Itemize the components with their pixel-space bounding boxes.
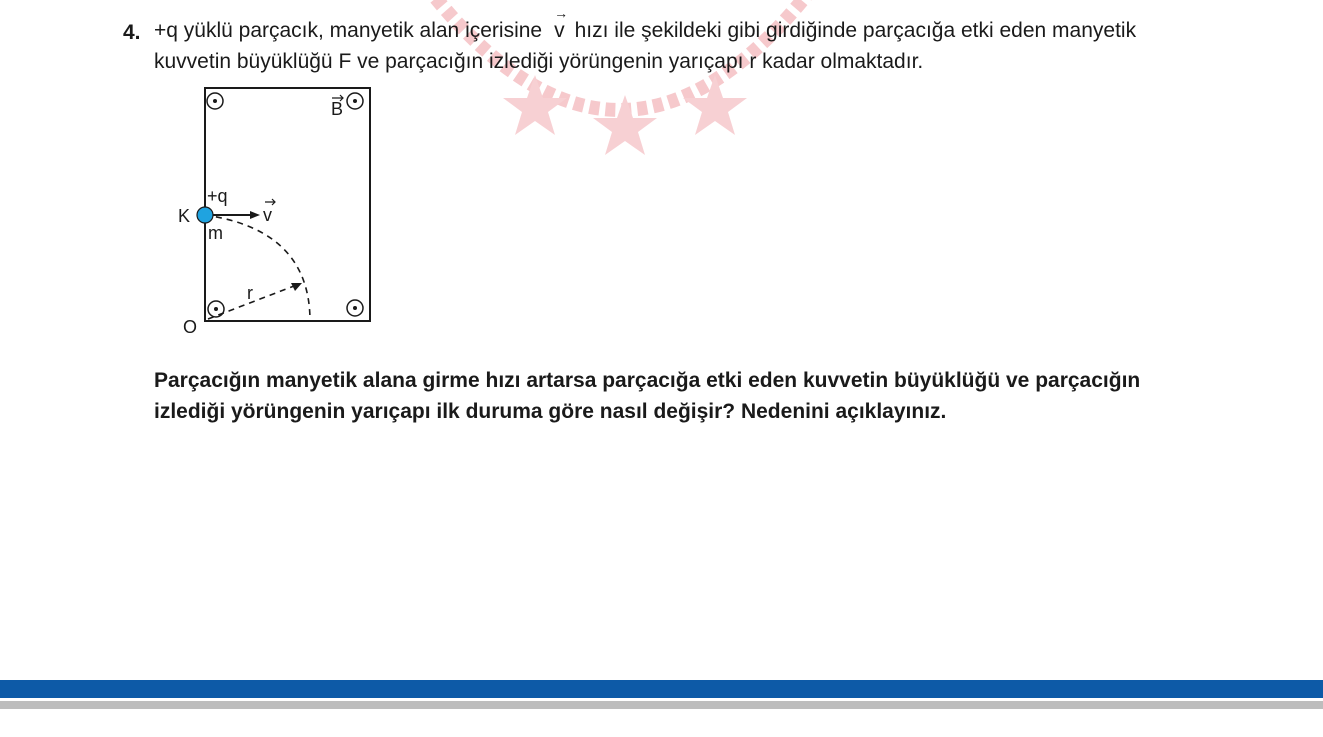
right-arrow-icon: [250, 211, 260, 219]
velocity-vector-symbol: [542, 5, 575, 46]
particle: [197, 207, 213, 223]
charge-label: +q: [207, 186, 228, 206]
point-o-label: O: [183, 317, 198, 337]
velocity-label: v: [263, 205, 272, 225]
question-line-1-end: hızı ile şekildeki gibi girdiğinde parçacığa etki eden manyetik: [574, 19, 1137, 42]
question-prompt: [154, 365, 1284, 427]
vector-arrow-icon: →: [554, 5, 569, 21]
velocity-vector-letter: v: [554, 19, 565, 42]
question-text: [154, 5, 1254, 77]
footer-blue-bar: [0, 680, 1323, 698]
field-symbol-bottom-right-icon: [347, 300, 363, 316]
point-k-label: K: [178, 206, 191, 226]
footer-gray-bar: [0, 701, 1323, 709]
question-prompt-line-1: Parçacığın manyetik alana girme hızı artarsa parçacığa etki eden kuvvetin büyüklüğü ve parçacığın: [154, 369, 1141, 392]
field-region-box: [205, 88, 370, 321]
question-number: 4.: [123, 21, 141, 44]
field-symbol-top-right-icon: [347, 93, 363, 109]
radius-label: r: [247, 283, 253, 303]
question-line-2: kuvvetin büyüklüğü F ve parçacığın izlediği yörüngenin yarıçapı r kadar olmaktadır.: [154, 50, 924, 73]
field-symbol-top-left-icon: [207, 93, 223, 109]
question-prompt-line-2: izlediği yörüngenin yarıçapı ilk duruma göre nasıl değişir? Nedenini açıklayınız.: [154, 400, 947, 423]
mass-label: m: [208, 223, 223, 243]
magnetic-field-figure: [170, 80, 390, 340]
question-line-1: [154, 5, 1254, 46]
field-label-b: B: [331, 99, 344, 119]
question-line-1-start: +q yüklü parçacık, manyetik alan içerisine: [154, 19, 543, 42]
